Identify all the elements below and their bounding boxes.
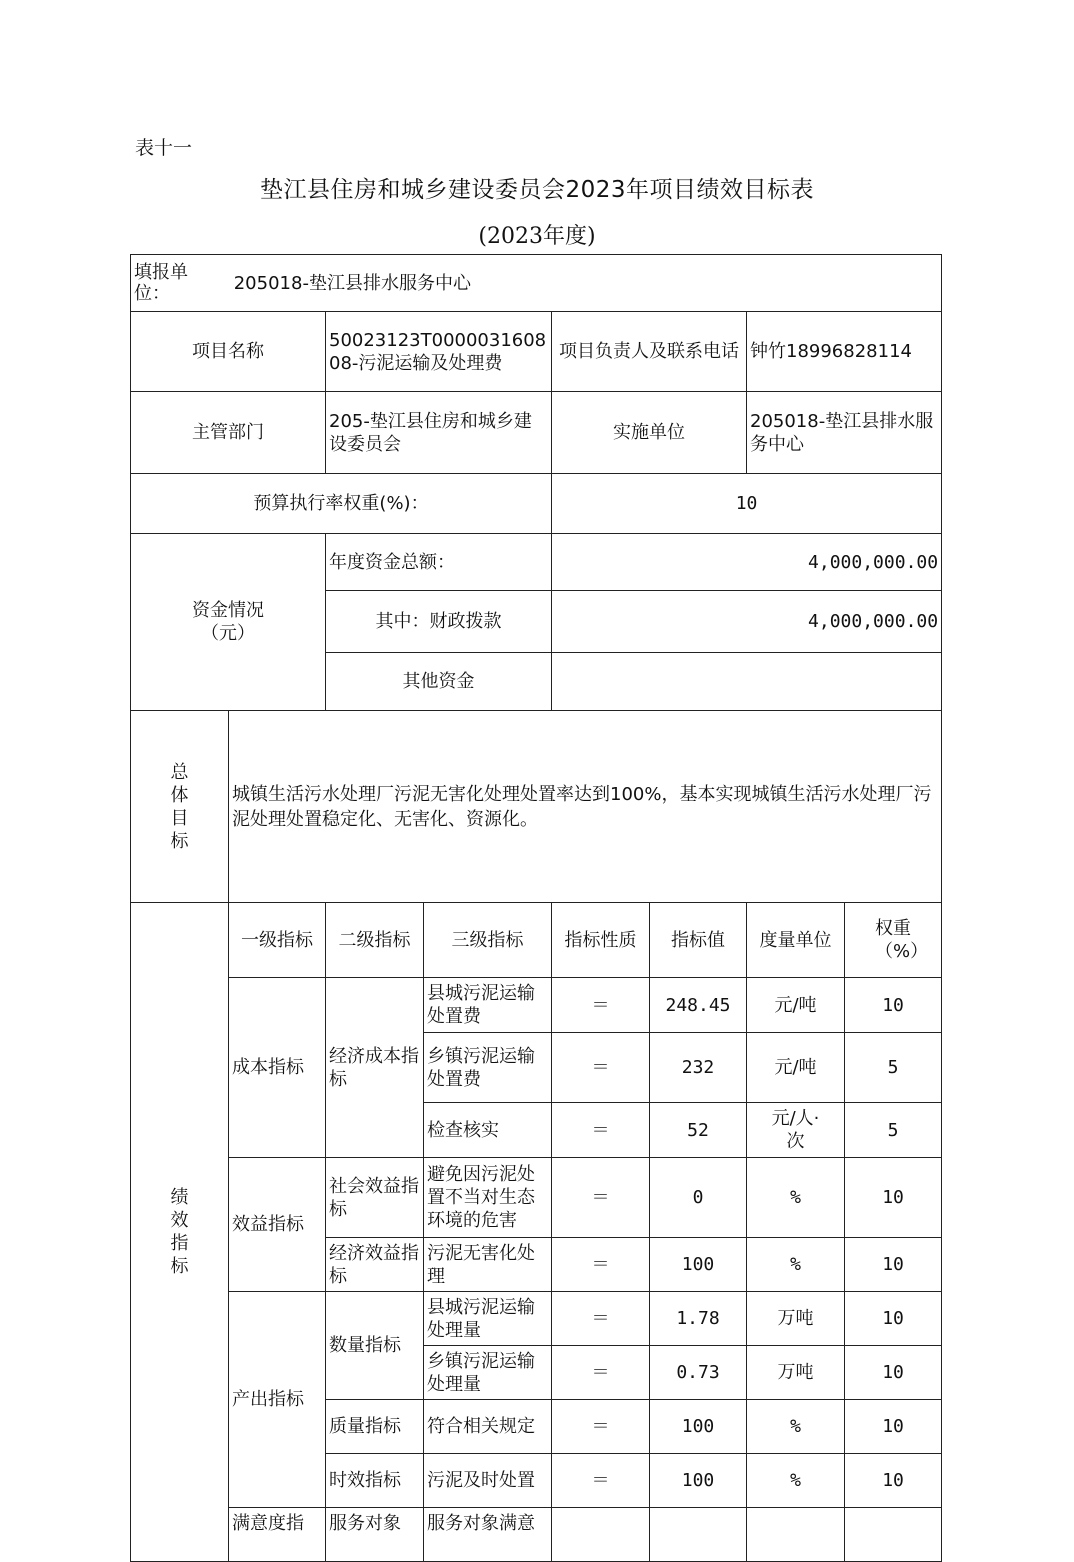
dept-label: 主管部门 bbox=[131, 392, 326, 474]
indicator-name: 服务对象满意 bbox=[424, 1508, 552, 1562]
indicator-value: 232 bbox=[650, 1033, 747, 1103]
impl-value: 205018-垫江县排水服务中心 bbox=[747, 392, 942, 474]
level2-econ-cost: 经济成本指标 bbox=[326, 978, 424, 1158]
project-name-label: 项目名称 bbox=[131, 312, 326, 392]
indicator-nature: ＝ bbox=[552, 1103, 650, 1158]
level1-output: 产出指标 bbox=[229, 1292, 326, 1508]
table-row bbox=[131, 978, 942, 1033]
indicator-value: 0 bbox=[650, 1158, 747, 1238]
indicator-name: 县城污泥运输处理量 bbox=[424, 1292, 552, 1346]
unit-row bbox=[131, 255, 942, 312]
indicator-unit: % bbox=[747, 1400, 845, 1454]
indicator-nature: ＝ bbox=[552, 1158, 650, 1238]
indicator-name: 避免因污泥处置不当对生态环境的危害 bbox=[424, 1158, 552, 1238]
goal-label: 总体目标 bbox=[131, 711, 229, 903]
funds-total-value: 4,000,000.00 bbox=[552, 534, 942, 591]
indicator-name: 检查核实 bbox=[424, 1103, 552, 1158]
indicator-value: 100 bbox=[650, 1400, 747, 1454]
dept-value: 205-垫江县住房和城乡建设委员会 bbox=[326, 392, 552, 474]
funds-label: 资金情况（元） bbox=[131, 534, 326, 711]
indicator-weight: 10 bbox=[845, 978, 942, 1033]
indicator-unit: 万吨 bbox=[747, 1292, 845, 1346]
indicator-value: 0.73 bbox=[650, 1346, 747, 1400]
level1-cost: 成本指标 bbox=[229, 978, 326, 1158]
indicator-name: 污泥无害化处理 bbox=[424, 1238, 552, 1292]
indicator-unit bbox=[747, 1508, 845, 1562]
level1-satisfaction: 满意度指 bbox=[229, 1508, 326, 1562]
budget-rate-label: 预算执行率权重(%)： bbox=[131, 474, 552, 534]
indicator-nature: ＝ bbox=[552, 1346, 650, 1400]
indicator-nature: ＝ bbox=[552, 1400, 650, 1454]
header-nature: 指标性质 bbox=[552, 903, 650, 978]
table-row bbox=[131, 1292, 942, 1346]
indicator-name: 污泥及时处置 bbox=[424, 1454, 552, 1508]
indicator-name: 符合相关规定 bbox=[424, 1400, 552, 1454]
indicator-unit: 万吨 bbox=[747, 1346, 845, 1400]
indicator-weight: 10 bbox=[845, 1292, 942, 1346]
header-level2: 二级指标 bbox=[326, 903, 424, 978]
indicator-unit: % bbox=[747, 1158, 845, 1238]
indicator-value bbox=[650, 1508, 747, 1562]
indicator-weight: 5 bbox=[845, 1033, 942, 1103]
indicators-label: 绩效指标 bbox=[131, 903, 229, 1562]
funds-other-value bbox=[552, 653, 942, 711]
indicator-nature: ＝ bbox=[552, 1454, 650, 1508]
funds-fiscal-value: 4,000,000.00 bbox=[552, 591, 942, 653]
level1-benefit: 效益指标 bbox=[229, 1158, 326, 1292]
level2-social: 社会效益指标 bbox=[326, 1158, 424, 1238]
indicator-unit: 元/吨 bbox=[747, 1033, 845, 1103]
indicator-weight: 10 bbox=[845, 1158, 942, 1238]
funds-fiscal-label: 其中：财政拨款 bbox=[326, 591, 552, 653]
indicator-value: 52 bbox=[650, 1103, 747, 1158]
indicator-nature: ＝ bbox=[552, 1238, 650, 1292]
indicator-unit: % bbox=[747, 1454, 845, 1508]
project-name-value: 50023123T000003160808-污泥运输及处理费 bbox=[326, 312, 552, 392]
table-row bbox=[131, 1508, 942, 1562]
level2-quantity: 数量指标 bbox=[326, 1292, 424, 1400]
indicator-weight: 5 bbox=[845, 1103, 942, 1158]
indicator-weight bbox=[845, 1508, 942, 1562]
indicator-name: 县城污泥运输处置费 bbox=[424, 978, 552, 1033]
budget-rate-value: 10 bbox=[552, 474, 942, 534]
unit-value: 205018-垫江县排水服务中心 bbox=[233, 272, 471, 294]
indicator-nature: ＝ bbox=[552, 978, 650, 1033]
header-level3: 三级指标 bbox=[424, 903, 552, 978]
indicator-value: 248.45 bbox=[650, 978, 747, 1033]
indicator-weight: 10 bbox=[845, 1346, 942, 1400]
header-weight: 权重（%） bbox=[845, 903, 942, 978]
level2-service: 服务对象 bbox=[326, 1508, 424, 1562]
page-title: 垫江县住房和城乡建设委员会2023年项目绩效目标表 bbox=[259, 177, 815, 203]
level2-quality: 质量指标 bbox=[326, 1400, 424, 1454]
indicator-unit: 元/人·次 bbox=[747, 1103, 845, 1158]
performance-table bbox=[130, 254, 942, 1562]
table-number: 表十一 bbox=[135, 137, 193, 159]
indicator-nature bbox=[552, 1508, 650, 1562]
indicator-weight: 10 bbox=[845, 1454, 942, 1508]
funds-total-label: 年度资金总额： bbox=[326, 534, 552, 591]
leader-label: 项目负责人及联系电话 bbox=[552, 312, 747, 392]
level2-timeliness: 时效指标 bbox=[326, 1454, 424, 1508]
indicator-unit: % bbox=[747, 1238, 845, 1292]
header-unit: 度量单位 bbox=[747, 903, 845, 978]
indicator-weight: 10 bbox=[845, 1238, 942, 1292]
goal-text: 城镇生活污水处理厂污泥无害化处理处置率达到100%，基本实现城镇生活污水处理厂污泥处理处置稳定化、无害化、资源化。 bbox=[229, 711, 942, 903]
indicator-value: 100 bbox=[650, 1454, 747, 1508]
impl-label: 实施单位 bbox=[552, 392, 747, 474]
indicator-nature: ＝ bbox=[552, 1033, 650, 1103]
leader-value: 钟竹18996828114 bbox=[747, 312, 942, 392]
page-subtitle: (2023年度) bbox=[478, 224, 596, 249]
indicator-value: 1.78 bbox=[650, 1292, 747, 1346]
indicator-name: 乡镇污泥运输处理量 bbox=[424, 1346, 552, 1400]
table-row bbox=[131, 1158, 942, 1238]
header-level1: 一级指标 bbox=[229, 903, 326, 978]
level2-econ-benefit: 经济效益指标 bbox=[326, 1238, 424, 1292]
funds-other-label: 其他资金 bbox=[326, 653, 552, 711]
indicator-weight: 10 bbox=[845, 1400, 942, 1454]
indicator-name: 乡镇污泥运输处置费 bbox=[424, 1033, 552, 1103]
indicator-unit: 元/吨 bbox=[747, 978, 845, 1033]
indicator-value: 100 bbox=[650, 1238, 747, 1292]
header-value: 指标值 bbox=[650, 903, 747, 978]
unit-label: 填报单位： bbox=[134, 262, 188, 304]
indicator-nature: ＝ bbox=[552, 1292, 650, 1346]
